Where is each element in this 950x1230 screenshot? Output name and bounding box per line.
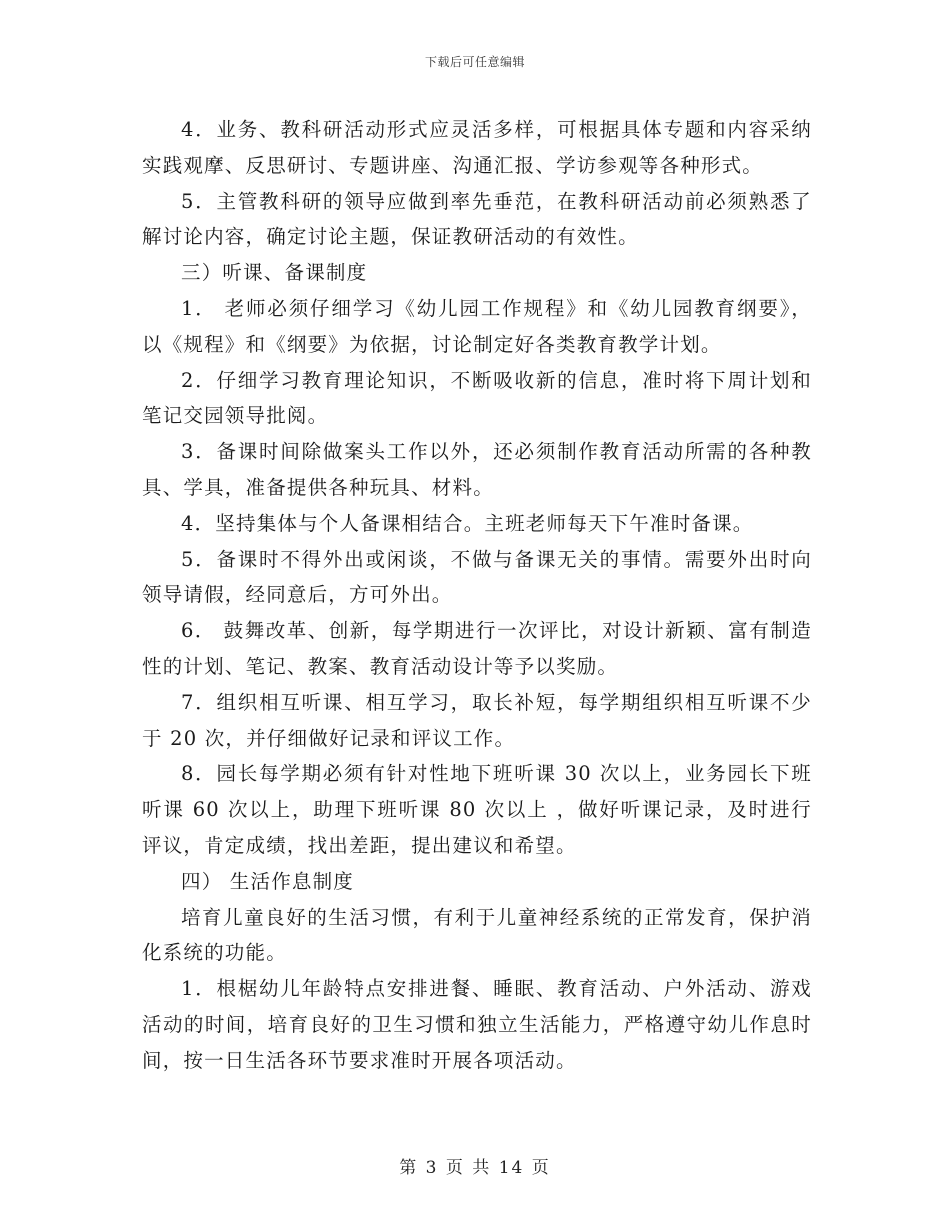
document-body xyxy=(142,112,812,1079)
paragraph-3-prep-materials: 3．备课时间除做案头工作以外，还必须制作教育活动所需的各种教具、学具，准备提供各种玩具、材料。 xyxy=(142,440,812,499)
page-number-footer: 第 3 页 共 14 页 xyxy=(399,1158,551,1178)
section-heading-daily-routine: 四） 生活作息制度 xyxy=(181,869,354,893)
paragraph-5-no-leaving: 5．备课时不得外出或闲谈，不做与备课无关的事情。需要外出时向领导请假，经同意后，方可外出。 xyxy=(142,547,812,607)
paragraph-7-mutual-observation: 7．组织相互听课、相互学习，取长补短，每学期组织相互听课不少于 20 次，并仔细做好记录和评议工作。 xyxy=(142,690,812,750)
paragraph-6-innovation-award: 6． 鼓舞改革、创新，每学期进行一次评比，对设计新颖、富有制造性的计划、笔记、教案、教育活动设计等予以奖励。 xyxy=(142,619,812,678)
paragraph-1-study-regulations: 1． 老师必须仔细学习《幼儿园工作规程》和《幼儿园教育纲要》，以《规程》和《纲要》为依据，讨论制定好各类教育教学计划。 xyxy=(142,296,812,356)
paragraph-4-collective-prep: 4．坚持集体与个人备课相结合。主班老师每天下午准时备课。 xyxy=(181,511,754,535)
paragraph-routine-intro: 培育儿童良好的生活习惯，有利于儿童神经系统的正常发育，保护消化系统的功能。 xyxy=(142,905,812,965)
paragraph-8-director-observation: 8．园长每学期必须有针对性地下班听课 30 次以上，业务园长下班听课 60 次以上，助理下班听课 80 次以上 ，做好听课记录，及时进行评议，肯定成绩，找出差距，提出建议和希望。 xyxy=(142,762,812,857)
paragraph-1-schedule: 1．根椐幼儿年龄特点安排进餐、睡眠、教育活动、户外活动、游戏活动的时间，培育良好的卫生习惯和独立生活能力，严格遵守幼儿作息时间，按一日生活各环节要求准时开展各项活动。 xyxy=(142,977,812,1072)
paragraph-4-activity-forms: 4．业务、教科研活动形式应灵活多样，可根据具体专题和内容采纳实践观摩、反思研讨、专题讲座、沟通汇报、学访参观等各种形式。 xyxy=(142,118,812,177)
paragraph-5-leader-role: 5．主管教科研的领导应做到率先垂范，在教科研活动前必须熟悉了解讨论内容，确定讨论主题，保证教研活动的有效性。 xyxy=(142,189,812,249)
page-header-note: 下载后可任意编辑 xyxy=(424,55,525,69)
paragraph-2-study-theory: 2．仔细学习教育理论知识，不断吸收新的信息，准时将下周计划和笔记交园领导批阅。 xyxy=(142,368,812,428)
section-heading-lesson-prep: 三）听课、备课制度 xyxy=(181,261,368,285)
